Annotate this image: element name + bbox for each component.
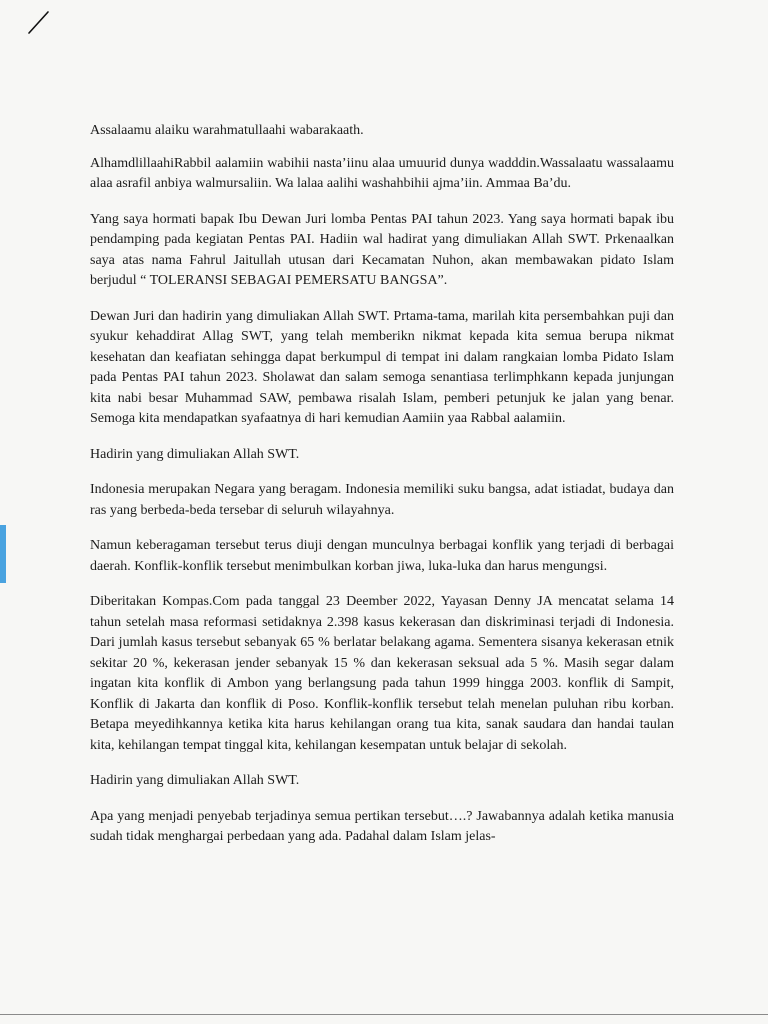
paragraph-diversity: Indonesia merupakan Negara yang beragam. Indonesia memiliki suku bangsa, adat istiadat, budaya dan ras yang berbeda-beda tersebar di seluruh wilayahnya.: [90, 482, 674, 518]
paragraph-cause: Apa yang menjadi penyebab terjadinya semua pertikan tersebut….? Jawabannya adalah ketika manusia sudah tidak menghargai perbedaan yang ada. Padahal dalam Islam jelas-: [90, 808, 674, 844]
paragraph-gratitude: Dewan Juri dan hadirin yang dimuliakan Allah SWT. Prtama-tama, marilah kita persembahkan puji dan syukur kehaddirat Allag SWT, yang telah memberikn nikmat kepada kita semua berupa nikmat kesehatan dan keafiatan sehingga dapat berkumpul di tempat ini dalam rangkaian lomba Pidato Islam pada Pentas PAI tahun 2023. Sholawat dan salam semoga senantiasa terlimphkann kepada junjungan kita nabi besar Muhammad SAW, pembawa risalah Islam, pemberi petunjuk ke jalan yang benar. Semoga kita mendapatkan syafaatnya di hari kemudian Aamiin yaa Rabbal aalamiin.: [90, 308, 674, 426]
speech-text-body: [90, 121, 674, 863]
blue-margin-tab: [0, 525, 6, 583]
paragraph-introduction: Yang saya hormati bapak Ibu Dewan Juri lomba Pentas PAI tahun 2023. Yang saya hormati bapak ibu pendamping pada kegiatan Pentas PAI. Hadiin wal hadirat yang dimuliakan Allah SWT. Prkenaalkan saya atas nama Fahrul Jaitullah utusan dari Kecamatan Nuhon, akan membawakan pidato Islam berjudul “ TOLERANSI SEBAGAI PEMERSATU BANGSA”.: [90, 211, 674, 288]
paragraph-address-1: Hadirin yang dimuliakan Allah SWT.: [90, 446, 300, 462]
paragraph-conflicts: Namun keberagaman tersebut terus diuji dengan munculnya berbagai konflik yang terjadi di berbagai daerah. Konflik-konflik tersebut menimbulkan korban jiwa, luka-luka dan harus mengungsi.: [90, 538, 674, 574]
page-bottom-edge: [0, 1014, 768, 1015]
paragraph-address-2: Hadirin yang dimuliakan Allah SWT.: [90, 773, 300, 788]
paragraph-statistics: Diberitakan Kompas.Com pada tanggal 23 Deember 2022, Yayasan Denny JA mencatat selama 14 tahun setelah masa reformasi setidaknya 2.398 kasus kekerasan dan diskriminasi terjadi di Indonesia. Dari jumlah kasus tersebut sebanyak 65 % berlatar belakang agama. Sementera sisanya kekerasan etnik sekitar 20 %, kekerasan jender sebanyak 15 % dan kekerasan seksual ada 5 %. Masih segar dalam ingatan kita konflik di Ambon yang berlangsung pada tahun 1999 hingga 2003. konflik di Sampit, Konflik di Jakarta dan konflik di Poso. Konflik-konflik tersebut telah menelan puluhan ribu korban. Betapa meyedihkannya ketika kita harus kehilangan orang tua kita, sanak saudara dan handai taulan kita, kehilangan tempat tinggal kita, kehilangan kesempatan untuk belajar di sekolah.: [90, 594, 674, 753]
paragraph-opening-praise: AlhamdlillaahiRabbil aalamiin wabihii nasta’iinu alaa umuurid dunya wadddin.Wassalaatu wassalaamu alaa asrafil anbiya walmursaliin. Wa lalaa aalihi washahbihii ajma’iin. Ammaa Ba’du.: [90, 155, 674, 191]
paragraph-greeting: Assalaamu alaiku warahmatullaahi wabarakaath.: [90, 123, 364, 138]
pen-mark: [26, 8, 66, 48]
